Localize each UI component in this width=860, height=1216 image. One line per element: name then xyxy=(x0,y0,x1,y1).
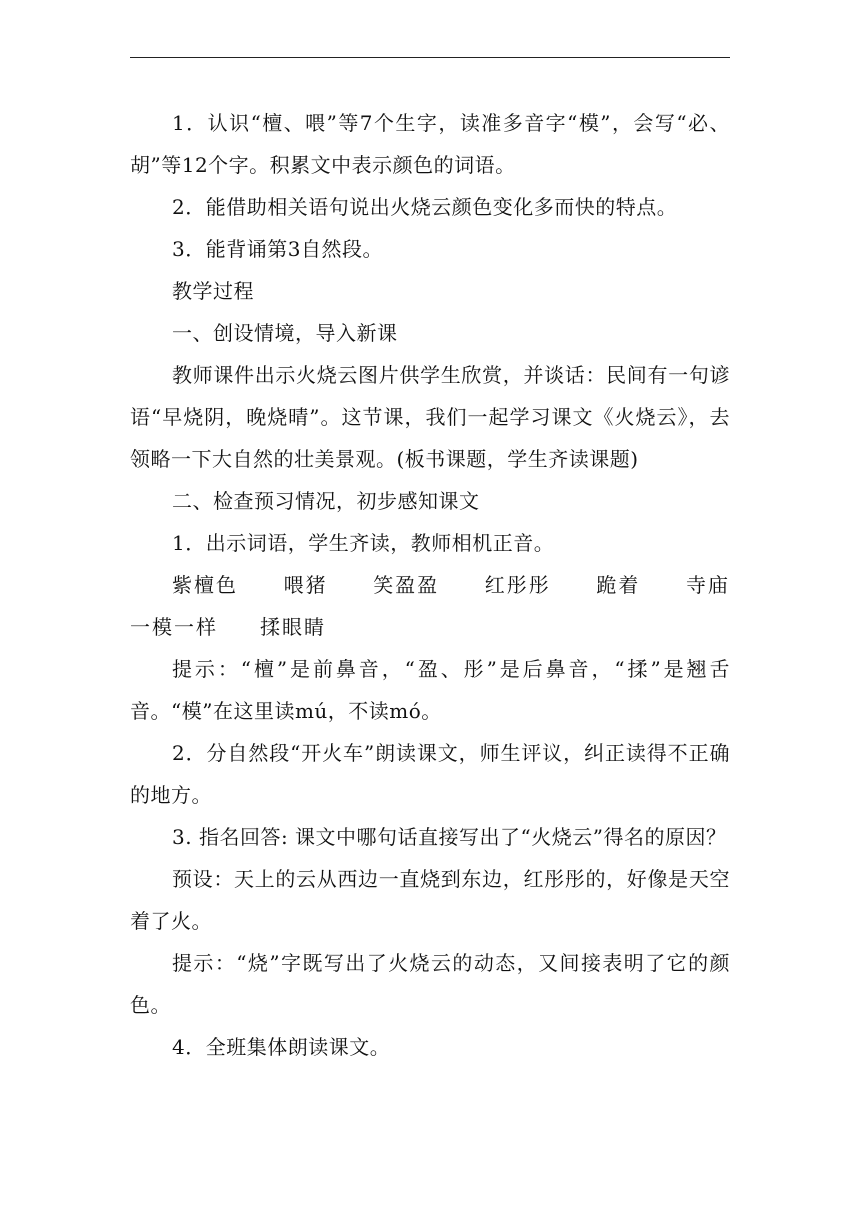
objective-1: 1．认识“檀、喂”等7个生字，读准多音字“模”，会写“必、胡”等12个字。积累文中表示颜色的词语。 xyxy=(130,111,730,177)
step-heading-2: 二、检查预习情况，初步感知课文 xyxy=(172,489,480,513)
objective-3: 3．能背诵第3自然段。 xyxy=(172,237,383,261)
step-class-reading: 4．全班集体朗读课文。 xyxy=(172,1035,391,1059)
vocab-word: 喂猪 xyxy=(283,573,328,597)
answer-tip: 提示：“烧”字既写出了火烧云的动态，又间接表明了它的颜色。 xyxy=(130,951,730,1017)
vocab-word: 寺庙 xyxy=(685,573,730,597)
step-heading-1: 一、创设情境，导入新课 xyxy=(172,321,398,345)
vocab-word: 一模一样 xyxy=(130,615,218,639)
document-body xyxy=(130,102,730,1068)
word-instruction: 1．出示词语，学生齐读，教师相机正音。 xyxy=(172,531,555,555)
intro-paragraph: 教师课件出示火烧云图片供学生欣赏，并谈话：民间有一句谚语“早烧阴，晚烧晴”。这节课，我们一起学习课文《火烧云》，去领略一下大自然的壮美景观。(板书课题，学生齐读课题) xyxy=(130,363,730,471)
step-read-aloud: 2．分自然段“开火车”朗读课文，师生评议，纠正读得不正确的地方。 xyxy=(130,741,730,807)
step-question: 3. 指名回答: 课文中哪句话直接写出了“火烧云”得名的原因？ xyxy=(172,825,727,849)
vocab-word: 紫檀色 xyxy=(172,573,238,597)
vocab-word: 跪着 xyxy=(596,573,641,597)
objective-2: 2．能借助相关语句说出火烧云颜色变化多而快的特点。 xyxy=(172,195,678,219)
vocab-word: 揉眼睛 xyxy=(260,615,326,639)
expected-answer: 预设：天上的云从西边一直烧到东边，红彤彤的，好像是天空着了火。 xyxy=(130,867,730,933)
vocabulary-line-1 xyxy=(130,564,730,606)
vocab-word: 红彤彤 xyxy=(484,573,551,597)
pronunciation-tip: 提示：“檀”是前鼻音，“盈、彤”是后鼻音，“揉”是翘舌音。“模”在这里读mú，不读mó。 xyxy=(130,657,730,723)
vocabulary-line-2 xyxy=(130,606,730,648)
header-rule xyxy=(130,57,730,58)
section-heading-process: 教学过程 xyxy=(172,279,254,303)
vocabulary-list xyxy=(130,564,730,648)
vocab-word: 笑盈盈 xyxy=(373,573,440,597)
